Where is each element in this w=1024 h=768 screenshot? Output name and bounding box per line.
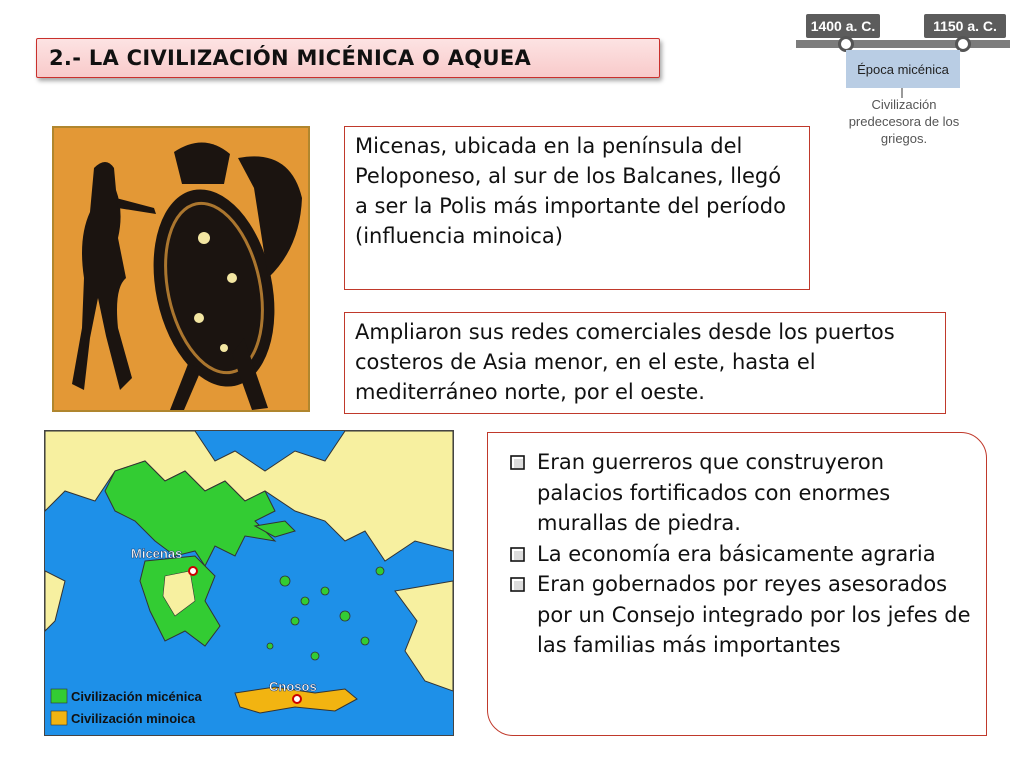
- timeline-end-date: 1150 a. C.: [924, 14, 1006, 38]
- map-label-micenas: Micenas: [131, 546, 183, 561]
- text-box-micenas: Micenas, ubicada en la península del Peloponeso, al sur de los Balcanes, llegó a ser la Polis más importante del período (influencia minoica): [344, 126, 810, 290]
- micenas-marker: [189, 567, 197, 575]
- map-greece: [44, 430, 454, 736]
- legend-label-micenica: Civilización micénica: [71, 689, 202, 704]
- bullet-item: [506, 569, 976, 661]
- bullet-text: Eran gobernados por reyes asesorados por un Consejo integrado por los jefes de las familias más importantes: [537, 572, 971, 657]
- bullet-text: La economía era básicamente agraria: [537, 541, 936, 566]
- checkbox-bullet-icon: [510, 547, 525, 562]
- bullet-item: [506, 539, 976, 570]
- checkbox-bullet-icon: [510, 455, 525, 470]
- timeline-start-date: 1400 a. C.: [806, 14, 880, 38]
- aegean-map: [45, 431, 453, 735]
- legend-swatch-micenica: [51, 689, 67, 703]
- greek-vase-painting: [52, 126, 310, 412]
- timeline-epoch: Época micénica: [846, 50, 960, 88]
- bullet-list-box: [487, 432, 987, 736]
- slide-title-text: 2.- LA CIVILIZACIÓN MICÉNICA O AQUEA: [49, 46, 532, 70]
- timeline-caption: Civilización predecesora de los griegos.: [848, 97, 960, 146]
- checkbox-bullet-icon: [510, 577, 525, 592]
- legend-swatch-minoica: [51, 711, 67, 725]
- cnosos-marker: [293, 695, 301, 703]
- bullet-text: Eran guerreros que construyeron palacios fortificados con enormes murallas de piedra.: [537, 450, 891, 535]
- map-label-cnosos: Cnosos: [269, 679, 317, 694]
- timeline-bar: [796, 40, 1010, 48]
- text-box-comercio: Ampliaron sus redes comerciales desde los puertos costeros de Asia menor, en el este, hasta el mediterráneo norte, por el oeste.: [344, 312, 946, 414]
- legend-label-minoica: Civilización minoica: [71, 711, 196, 726]
- slide-title: [36, 38, 660, 78]
- warrior-illustration: [54, 128, 308, 410]
- bullet-item: [506, 447, 976, 539]
- timeline: [796, 6, 1016, 166]
